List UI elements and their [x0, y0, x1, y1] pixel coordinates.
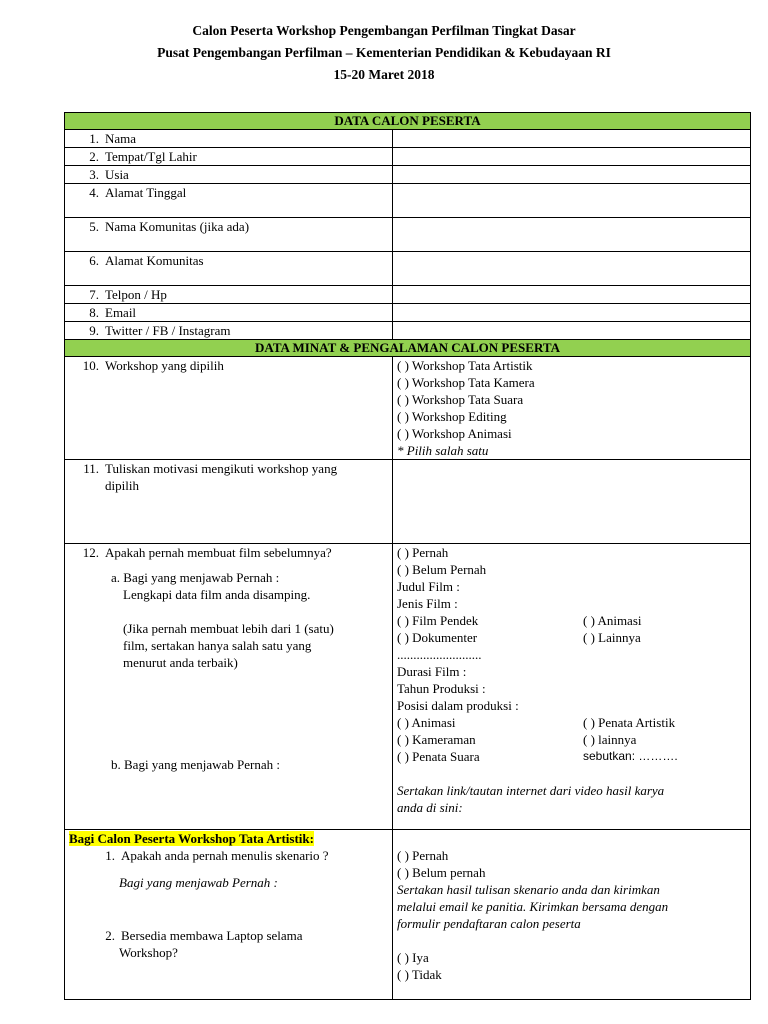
field-label: 8. Email [65, 304, 393, 322]
option-pernah[interactable]: ( ) Pernah [397, 545, 449, 560]
workshop-options-cell [393, 357, 751, 460]
form-row-tata-artistik [65, 830, 751, 1000]
tata-artistik-section-title: Bagi Calon Peserta Workshop Tata Artistik: [69, 831, 314, 846]
option-posisi-animasi[interactable]: ( ) Animasi [397, 715, 456, 730]
option-dokumenter[interactable]: ( ) Dokumenter [397, 630, 478, 645]
form-row-usia [65, 166, 751, 184]
header-organization: Pusat Pengembangan Perfilman – Kementerian Pendidikan & Kebudayaan RI [157, 45, 611, 60]
tata-artistik-answer-cell: ( ) Pernah ( ) Belum pernah Sertakan hasil tulisan skenario anda dan kirimkan melalui email ke panitia. Kirimkan bersama dengan formulir pendaftaran calon peserta ( ) Iya ( ) Tidak [393, 830, 751, 1000]
form-row-alamat-komunitas [65, 252, 751, 286]
telpon-input-cell[interactable] [393, 286, 751, 304]
motivation-input-cell[interactable] [393, 460, 751, 544]
form-row-nama [65, 130, 751, 148]
form-row-telpon [65, 286, 751, 304]
field-label: 2. Tempat/Tgl Lahir [65, 148, 393, 166]
option-laptop-iya[interactable]: ( ) Iya [397, 950, 429, 965]
workshop-option-tata-suara[interactable]: ( ) Workshop Tata Suara [397, 392, 524, 407]
option-kameraman[interactable]: ( ) Kameraman [397, 732, 476, 747]
field-label: 11. Tuliskan motivasi mengikuti workshop yang dipilih [65, 460, 393, 544]
field-label: 10. Workshop yang dipilih [65, 357, 393, 460]
option-skenario-pernah[interactable]: ( ) Pernah [397, 848, 449, 863]
workshop-option-editing[interactable]: ( ) Workshop Editing [397, 409, 507, 424]
alamat-tinggal-input-cell[interactable] [393, 184, 751, 218]
tahun-produksi-field[interactable]: Tahun Produksi : [397, 681, 486, 696]
film-experience-question-cell: 12. Apakah pernah membuat film sebelumnya? a. Bagi yang menjawab Pernah : Lengkapi data film anda disamping. (Jika pernah membuat lebih dari 1 (satu) film, sertakan hanya salah satu yang menurut anda terbaik) b. Bagi yang menjawab Pernah : [65, 544, 393, 830]
form-row-social-media [65, 322, 751, 340]
usia-input-cell[interactable] [393, 166, 751, 184]
choose-one-note: * Pilih salah satu [397, 443, 489, 458]
multiple-film-note: (Jika pernah membuat lebih dari 1 (satu) [123, 621, 334, 636]
option-film-pendek[interactable]: ( ) Film Pendek [397, 613, 479, 628]
field-label: 9. Twitter / FB / Instagram [65, 322, 393, 340]
form-row-workshop-choice [65, 357, 751, 460]
video-link-instruction: Sertakan link/tautan internet dari video hasil karya [397, 783, 665, 798]
form-row-nama-komunitas [65, 218, 751, 252]
jenis-film-field: Jenis Film : [397, 596, 458, 611]
question-skenario: Apakah anda pernah menulis skenario ? [121, 848, 329, 863]
option-skenario-belum[interactable]: ( ) Belum pernah [397, 865, 486, 880]
sub-question-b: b. Bagi yang menjawab Pernah : [111, 757, 280, 772]
header-date: 15-20 Maret 2018 [333, 67, 435, 82]
sebutkan-field[interactable]: sebutkan: ………. [583, 749, 678, 763]
workshop-option-tata-artistik[interactable]: ( ) Workshop Tata Artistik [397, 358, 533, 373]
form-row-motivation [65, 460, 751, 544]
header-title: Calon Peserta Workshop Pengembangan Perfilman Tingkat Dasar [192, 23, 576, 38]
form-row-email [65, 304, 751, 322]
alamat-komunitas-input-cell[interactable] [393, 252, 751, 286]
option-posisi-lainnya[interactable]: ( ) lainnya [583, 732, 637, 747]
field-label: 5. Nama Komunitas (jika ada) [65, 218, 393, 252]
sub-question-a: a. Bagi yang menjawab Pernah : [111, 570, 280, 585]
email-input-cell[interactable] [393, 304, 751, 322]
skenario-instruction: Sertakan hasil tulisan skenario anda dan kirimkan [397, 882, 660, 897]
workshop-option-tata-kamera[interactable]: ( ) Workshop Tata Kamera [397, 375, 535, 390]
other-type-dots[interactable]: .......................... [397, 647, 482, 662]
workshop-option-animasi[interactable]: ( ) Workshop Animasi [397, 426, 512, 441]
option-belum-pernah[interactable]: ( ) Belum Pernah [397, 562, 487, 577]
document-header [0, 20, 768, 86]
section-title: DATA MINAT & PENGALAMAN CALON PESERTA [65, 340, 751, 357]
nama-input-cell[interactable] [393, 130, 751, 148]
nama-komunitas-input-cell[interactable] [393, 218, 751, 252]
film-experience-answer-cell: ( ) Pernah ( ) Belum Pernah Judul Film : Jenis Film : ( ) Film Pendek ( ) Animasi ( ) Dokumenter ( ) Lainnya .......................... Durasi Film : Tahun Produksi : Posisi dalam produksi : ( ) Animasi ( ) Penata Artistik ( ) Kameraman ( ) lainnya ( ) Penata Suara sebutkan: ………. Sertakan link/tautan internet dari video hasil karya anda di sini: [393, 544, 751, 830]
field-label: 4. Alamat Tinggal [65, 184, 393, 218]
tata-artistik-question-cell: Bagi Calon Peserta Workshop Tata Artistik: 1. Apakah anda pernah menulis skenario ? Bagi yang menjawab Pernah : 2. Bersedia membawa Laptop selama Workshop? [65, 830, 393, 1000]
option-lainnya[interactable]: ( ) Lainnya [583, 630, 641, 645]
section-header-data-calon-peserta [65, 113, 751, 130]
option-penata-artistik[interactable]: ( ) Penata Artistik [583, 715, 676, 730]
posisi-produksi-label: Posisi dalam produksi : [397, 698, 519, 713]
option-penata-suara[interactable]: ( ) Penata Suara [397, 749, 480, 764]
field-label: 3. Usia [65, 166, 393, 184]
section-title: DATA CALON PESERTA [65, 113, 751, 130]
field-label: 1. Nama [65, 130, 393, 148]
form-row-tempat-tgl-lahir [65, 148, 751, 166]
social-media-input-cell[interactable] [393, 322, 751, 340]
field-label: 7. Telpon / Hp [65, 286, 393, 304]
field-label: 6. Alamat Komunitas [65, 252, 393, 286]
question-laptop: Bersedia membawa Laptop selama [121, 928, 303, 943]
form-row-alamat-tinggal [65, 184, 751, 218]
form-row-film-experience [65, 544, 751, 830]
durasi-film-field[interactable]: Durasi Film : [397, 664, 467, 679]
option-laptop-tidak[interactable]: ( ) Tidak [397, 967, 442, 982]
tempat-tgl-lahir-input-cell[interactable] [393, 148, 751, 166]
section-header-data-minat [65, 340, 751, 357]
registration-form-table [64, 112, 751, 1000]
skenario-sub-question: Bagi yang menjawab Pernah : [119, 875, 278, 890]
option-animasi[interactable]: ( ) Animasi [583, 613, 642, 628]
judul-film-field[interactable]: Judul Film : [397, 579, 460, 594]
